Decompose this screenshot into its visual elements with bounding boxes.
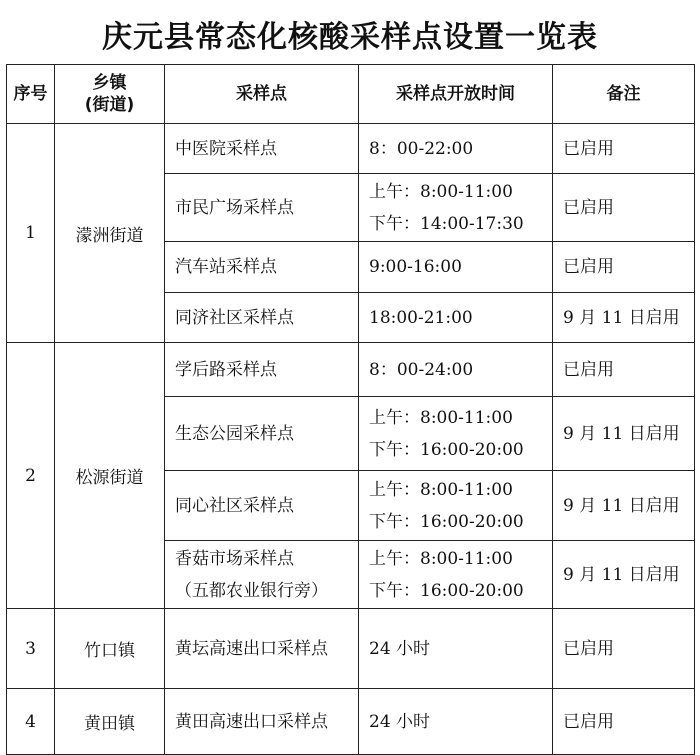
site-hours: 9:00-16:00	[359, 242, 553, 293]
site-hours	[359, 541, 553, 609]
group-no: 2	[7, 343, 55, 609]
site-hours: 24 小时	[359, 689, 553, 755]
group-no: 3	[7, 609, 55, 689]
group-town: 松源街道	[55, 343, 165, 609]
site-remark: 9 月 11 日启用	[553, 293, 695, 343]
site-name: 生态公园采样点	[165, 397, 359, 471]
site-name: 同济社区采样点	[165, 293, 359, 343]
site-name: 同心社区采样点	[165, 471, 359, 541]
table-row	[7, 609, 695, 689]
site-name: 学后路采样点	[165, 343, 359, 397]
site-remark: 已启用	[553, 689, 695, 755]
header-town	[55, 65, 165, 124]
site-hours: 8：00-24:00	[359, 343, 553, 397]
site-name: 中医院采样点	[165, 124, 359, 174]
table-row	[7, 343, 695, 397]
sampling-sites-table	[6, 64, 695, 755]
site-remark: 已启用	[553, 242, 695, 293]
site-name-line1: 香菇市场采样点	[175, 548, 294, 569]
site-hours: 18:00-21:00	[359, 293, 553, 343]
table-row	[7, 124, 695, 174]
site-hours-am: 上午：8:00-11:00	[369, 181, 513, 202]
site-name: 汽车站采样点	[165, 242, 359, 293]
site-remark: 已启用	[553, 609, 695, 689]
page-title: 庆元县常态化核酸采样点设置一览表	[102, 20, 598, 55]
site-remark: 已启用	[553, 124, 695, 174]
table-row	[7, 689, 695, 755]
site-hours	[359, 174, 553, 242]
site-hours	[359, 471, 553, 541]
table-header-row	[7, 65, 695, 124]
header-site: 采样点	[165, 65, 359, 124]
site-hours	[359, 397, 553, 471]
site-hours: 24 小时	[359, 609, 553, 689]
group-no: 4	[7, 689, 55, 755]
site-hours: 8：00-22:00	[359, 124, 553, 174]
site-hours-pm: 下午：16:00-20:00	[369, 511, 524, 532]
site-remark: 已启用	[553, 343, 695, 397]
header-town-line2: (街道)	[84, 95, 135, 115]
site-remark: 9 月 11 日启用	[553, 397, 695, 471]
site-hours-pm: 下午：16:00-20:00	[369, 439, 524, 460]
site-name: 市民广场采样点	[165, 174, 359, 242]
site-hours-am: 上午：8:00-11:00	[369, 479, 513, 500]
group-no: 1	[7, 124, 55, 343]
header-remark: 备注	[553, 65, 695, 124]
site-remark: 9 月 11 日启用	[553, 541, 695, 609]
site-hours-pm: 下午：14:00-17:30	[369, 213, 524, 234]
site-name: 黄坛高速出口采样点	[165, 609, 359, 689]
site-hours-am: 上午：8:00-11:00	[369, 548, 513, 569]
site-name	[165, 541, 359, 609]
header-no: 序号	[7, 65, 55, 124]
header-town-line1: 乡镇	[92, 73, 127, 93]
site-hours-pm: 下午：16:00-20:00	[369, 580, 524, 601]
site-remark: 9 月 11 日启用	[553, 471, 695, 541]
site-name-line2: （五都农业银行旁）	[175, 580, 328, 601]
site-hours-am: 上午：8:00-11:00	[369, 407, 513, 428]
group-town: 竹口镇	[55, 609, 165, 689]
site-remark: 已启用	[553, 174, 695, 242]
site-name: 黄田高速出口采样点	[165, 689, 359, 755]
header-hours: 采样点开放时间	[359, 65, 553, 124]
group-town: 黄田镇	[55, 689, 165, 755]
group-town: 濛洲街道	[55, 124, 165, 343]
